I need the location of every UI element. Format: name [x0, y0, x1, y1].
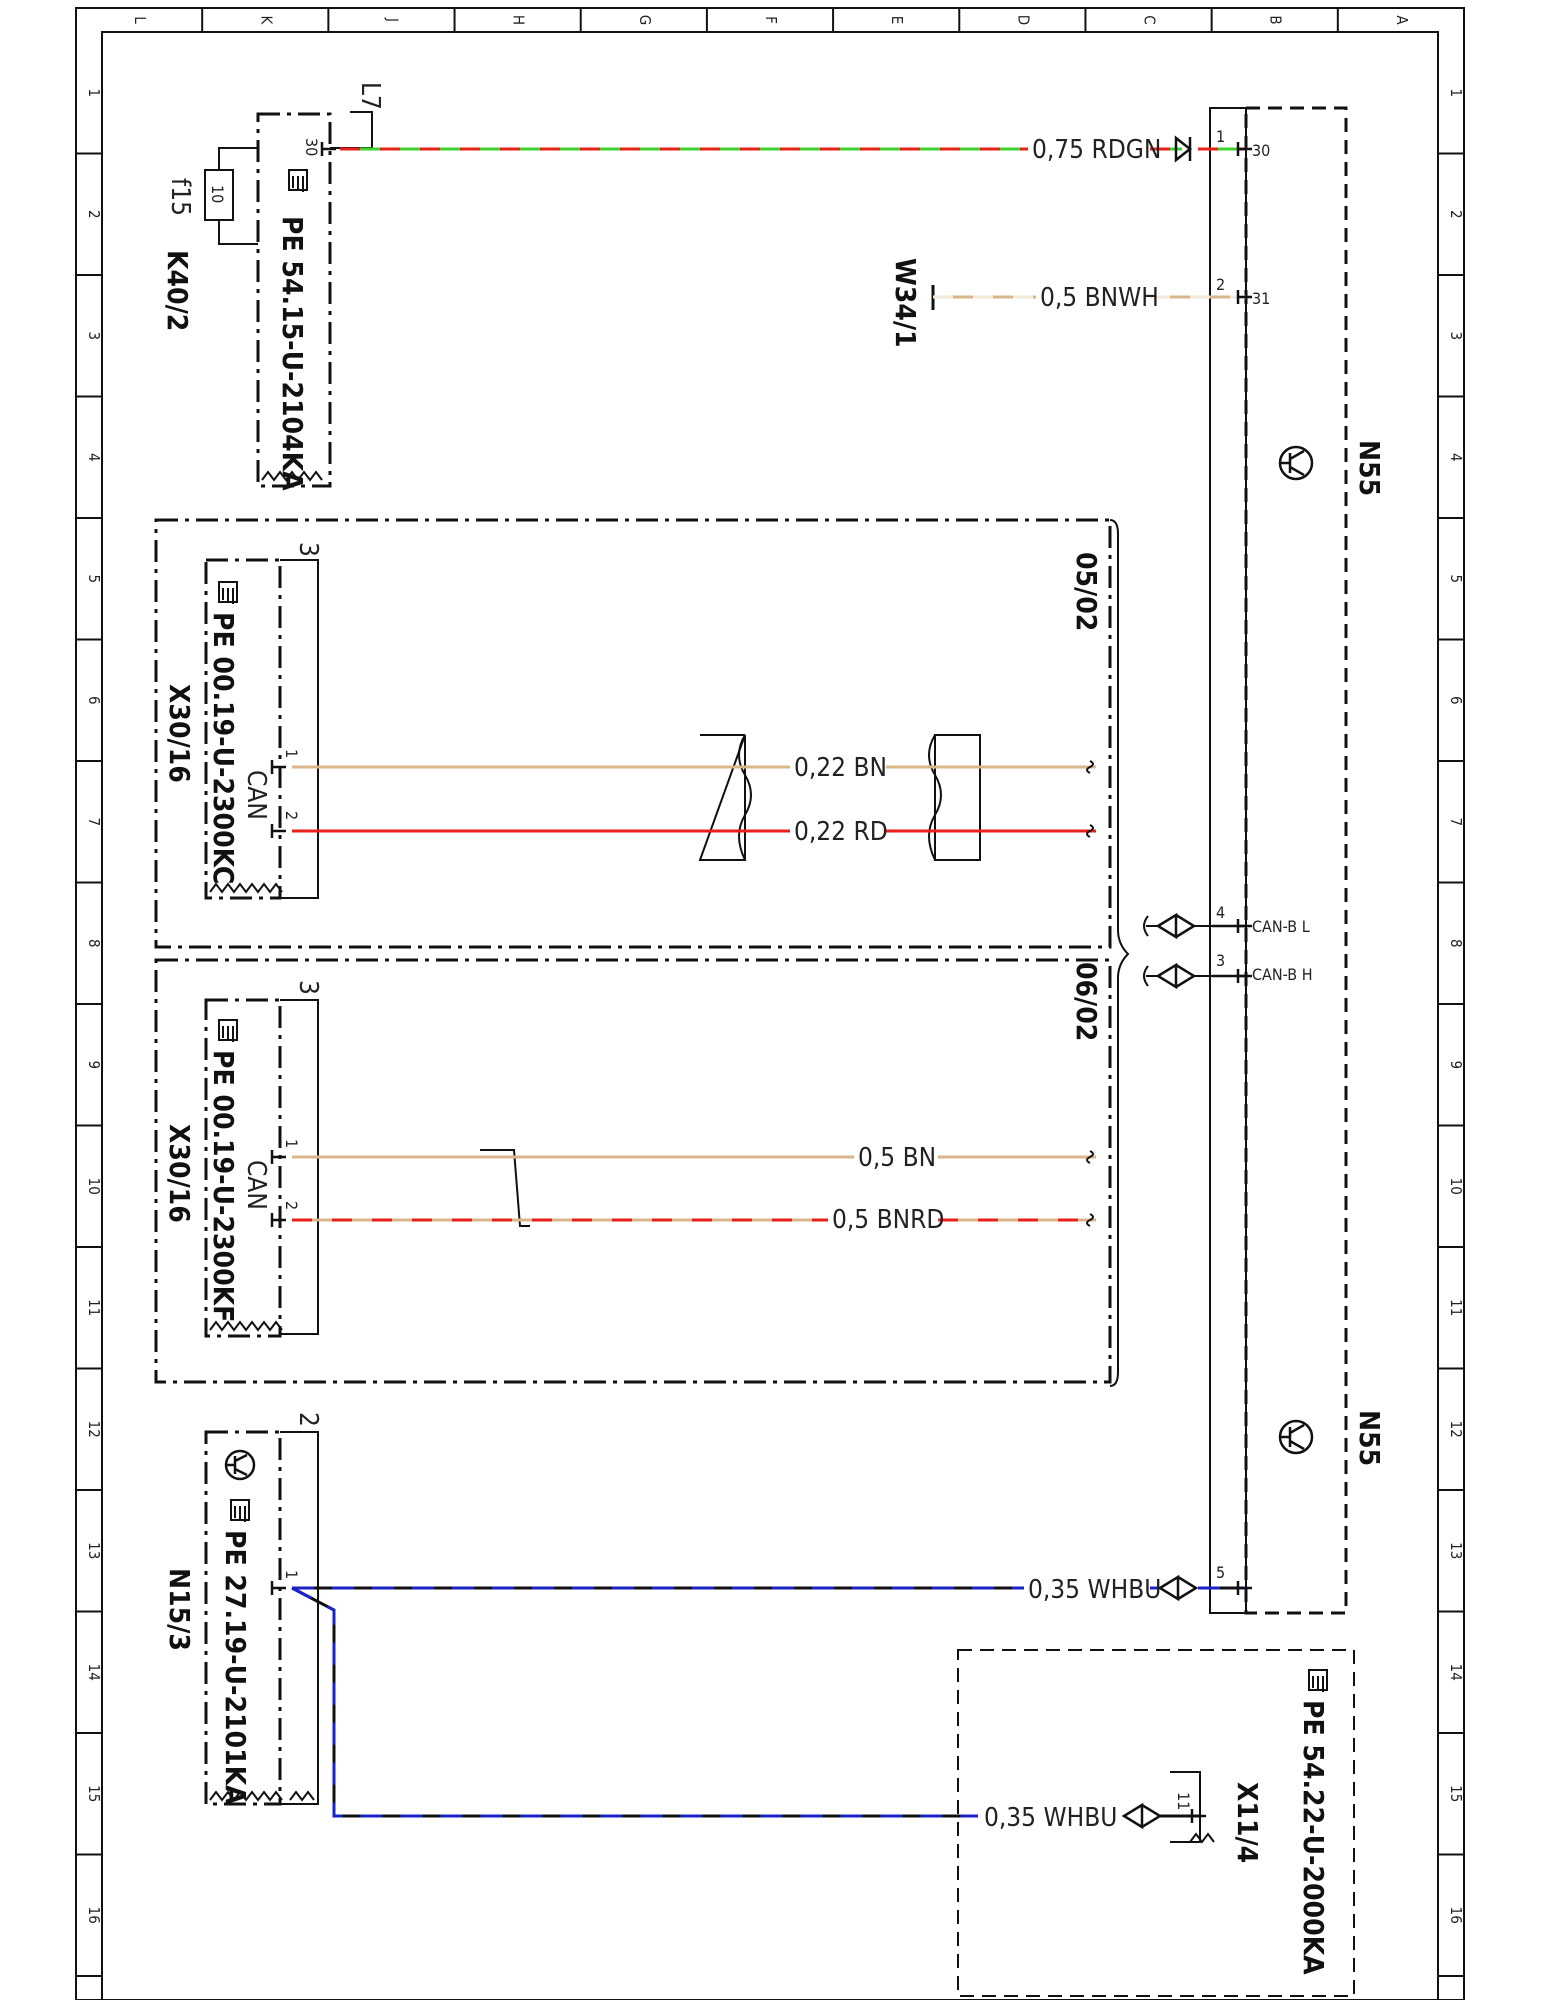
pin-1: 1 [282, 1139, 301, 1149]
transistor-symbol-icon [1280, 447, 1312, 479]
grid-row-label: 11 [1447, 1299, 1465, 1317]
wire-label-w2: 0,5 BNWH [1040, 283, 1159, 313]
pin-2: 2 [293, 1412, 323, 1427]
grid-row-label: 9 [85, 1060, 103, 1070]
n55-terminal-1 [1216, 127, 1270, 160]
grid-row-label: 16 [1447, 1906, 1465, 1924]
grid-row-label: 1 [1447, 88, 1465, 98]
grid-column-label: K [257, 15, 276, 25]
grid-column-label: E [888, 15, 907, 25]
wire-label-w4: 0,22 RD [794, 817, 888, 847]
n55-module [1210, 108, 1386, 1613]
w34-1-ground [889, 258, 990, 348]
grid-row-label: 11 [85, 1299, 103, 1317]
n55-terminal-2 [1216, 275, 1270, 308]
grid-column-label: J [383, 18, 402, 22]
grid-row-label: 14 [85, 1663, 103, 1681]
grid-row-label: 15 [85, 1785, 103, 1803]
grid-row-label: 4 [1447, 452, 1465, 462]
grid-row-label: 7 [1447, 817, 1465, 827]
grid-column-label: G [635, 14, 654, 26]
k40-2-label: K40/2 [161, 250, 194, 332]
grid-row-label: 5 [85, 574, 103, 584]
n55-top-label: N55 [1353, 440, 1386, 497]
x30-16-kc-connector [163, 542, 323, 898]
grid-row-label: 2 [1447, 209, 1465, 219]
pin-2: 2 [282, 1201, 301, 1211]
grid-column-label: C [1140, 15, 1159, 25]
grid-column-label: L [131, 16, 150, 24]
grid-row-label: 2 [85, 209, 103, 219]
terminal-label: 30 [1252, 141, 1271, 160]
grid-row-label: 16 [85, 1906, 103, 1924]
pin-number: 4 [1216, 903, 1226, 922]
wire-w8 [292, 1588, 1200, 1816]
grid-row-label: 13 [85, 1542, 103, 1560]
f15-rating: 10 [208, 185, 227, 204]
pin-terminal [272, 1581, 286, 1595]
grid-row-label: 4 [85, 452, 103, 462]
grid-row-label: 15 [1447, 1785, 1465, 1803]
grid-row-label: 10 [1447, 1177, 1465, 1195]
variant-brace [1110, 520, 1128, 1386]
n15-3-ref: PE 27.19-U-2101KA [219, 1530, 252, 1805]
n55-terminal-3 [1216, 951, 1313, 984]
grid-row-label: 13 [1447, 1542, 1465, 1560]
plug-arrow-icon [1160, 1577, 1196, 1599]
can-bus-l-icon [1144, 915, 1212, 937]
pin-number: 5 [1216, 1563, 1226, 1582]
grid-row-label: 10 [85, 1177, 103, 1195]
wire-label-w3: 0,22 BN [794, 753, 888, 783]
grid-row-label: 8 [1447, 938, 1465, 948]
plug-arrow-icon [1124, 1805, 1160, 1827]
can-label: CAN [241, 770, 271, 820]
k40-pin-30: 30 [302, 138, 321, 157]
grid-row-label: 3 [85, 331, 103, 341]
variant-05-02-label: 05/02 [1070, 552, 1103, 632]
n15-3-label: N15/3 [163, 1568, 196, 1651]
reference-hand-icon [289, 170, 307, 192]
grid-row-label: 6 [85, 695, 103, 705]
terminal-label: CAN-B L [1252, 917, 1310, 936]
wire-label-w6: 0,5 BNRD [832, 1205, 945, 1235]
grid-row-label: 1 [85, 88, 103, 98]
grid-column-label: H [509, 14, 528, 26]
grid-row-label: 7 [85, 817, 103, 827]
l7-label: L7 [355, 82, 385, 110]
n55-bottom-label: N55 [1353, 1410, 1386, 1467]
variant-box-06-02 [156, 960, 1110, 1382]
n55-terminal-5 [1216, 1563, 1225, 1582]
pin-number: 1 [1216, 127, 1226, 146]
terminal-label: CAN-B H [1252, 965, 1313, 984]
x30-16-kf-ref: PE 00.19-U-2300KF [207, 1050, 240, 1323]
grid-column-label: F [762, 16, 780, 24]
grid-column-label: D [1014, 14, 1033, 26]
pin-3: 3 [293, 980, 323, 995]
k40-2-fuse-block [161, 82, 385, 491]
variant-06-02-label: 06/02 [1070, 962, 1103, 1042]
grid-row-label: 6 [1447, 695, 1465, 705]
grid-row-label: 12 [85, 1420, 103, 1438]
grid-row-label: 12 [1447, 1420, 1465, 1438]
k40-ref-label: PE 54.15-U-2104KA [276, 216, 309, 491]
pin-11: 11 [1174, 1792, 1193, 1811]
wire-label-w1: 0,75 RDGN [1032, 135, 1162, 165]
wire-label-w7: 0,35 WHBU [1028, 1575, 1162, 1605]
grid-column-label: A [1392, 15, 1411, 25]
x30-16-kc-label: X30/16 [163, 684, 196, 783]
transistor-symbol-icon [1280, 1421, 1312, 1453]
connector-arrows [1124, 137, 1212, 1827]
f15-label: f15 [165, 178, 195, 216]
x30-16-kc-ref: PE 00.19-U-2300KC [207, 612, 240, 885]
x30-16-kf-label: X30/16 [163, 1124, 196, 1223]
x11-4-ref: PE 54.22-U-2000KA [1297, 1700, 1330, 1975]
variant-box-05-02 [156, 520, 1110, 947]
column-grid [131, 8, 1411, 32]
reference-hand-icon [231, 1500, 249, 1522]
pin-1: 1 [282, 749, 301, 759]
wire-labels [794, 135, 1161, 1833]
transistor-symbol-icon [226, 1451, 254, 1479]
wires [272, 142, 1252, 1823]
reference-hand-icon [219, 582, 237, 604]
x11-4-label: X11/4 [1231, 1782, 1264, 1864]
reference-hand-icon [1309, 1670, 1327, 1692]
wire-label-w8: 0,35 WHBU [984, 1803, 1118, 1833]
can-label: CAN [241, 1160, 271, 1210]
w34-1-label: W34/1 [889, 258, 922, 348]
reference-hand-icon [219, 1020, 237, 1042]
grid-row-label: 3 [1447, 331, 1465, 341]
pin-2: 2 [282, 811, 301, 821]
n55-terminal-4 [1216, 903, 1310, 936]
wire-label-w5: 0,5 BN [858, 1143, 937, 1173]
grid-row-label: 8 [85, 938, 103, 948]
grid-row-label: 9 [1447, 1060, 1465, 1070]
can-bus-h-icon [1144, 965, 1212, 987]
pin-1: 1 [282, 1570, 301, 1580]
grid-row-label: 5 [1447, 574, 1465, 584]
terminal-label: 31 [1252, 289, 1271, 308]
n15-3-module [163, 1412, 323, 1805]
grid-row-label: 14 [1447, 1663, 1465, 1681]
grid-column-label: B [1266, 15, 1285, 25]
pin-3: 3 [293, 542, 323, 557]
pin-number: 3 [1216, 951, 1226, 970]
pin-number: 2 [1216, 275, 1226, 294]
pin-terminal [272, 1150, 286, 1164]
